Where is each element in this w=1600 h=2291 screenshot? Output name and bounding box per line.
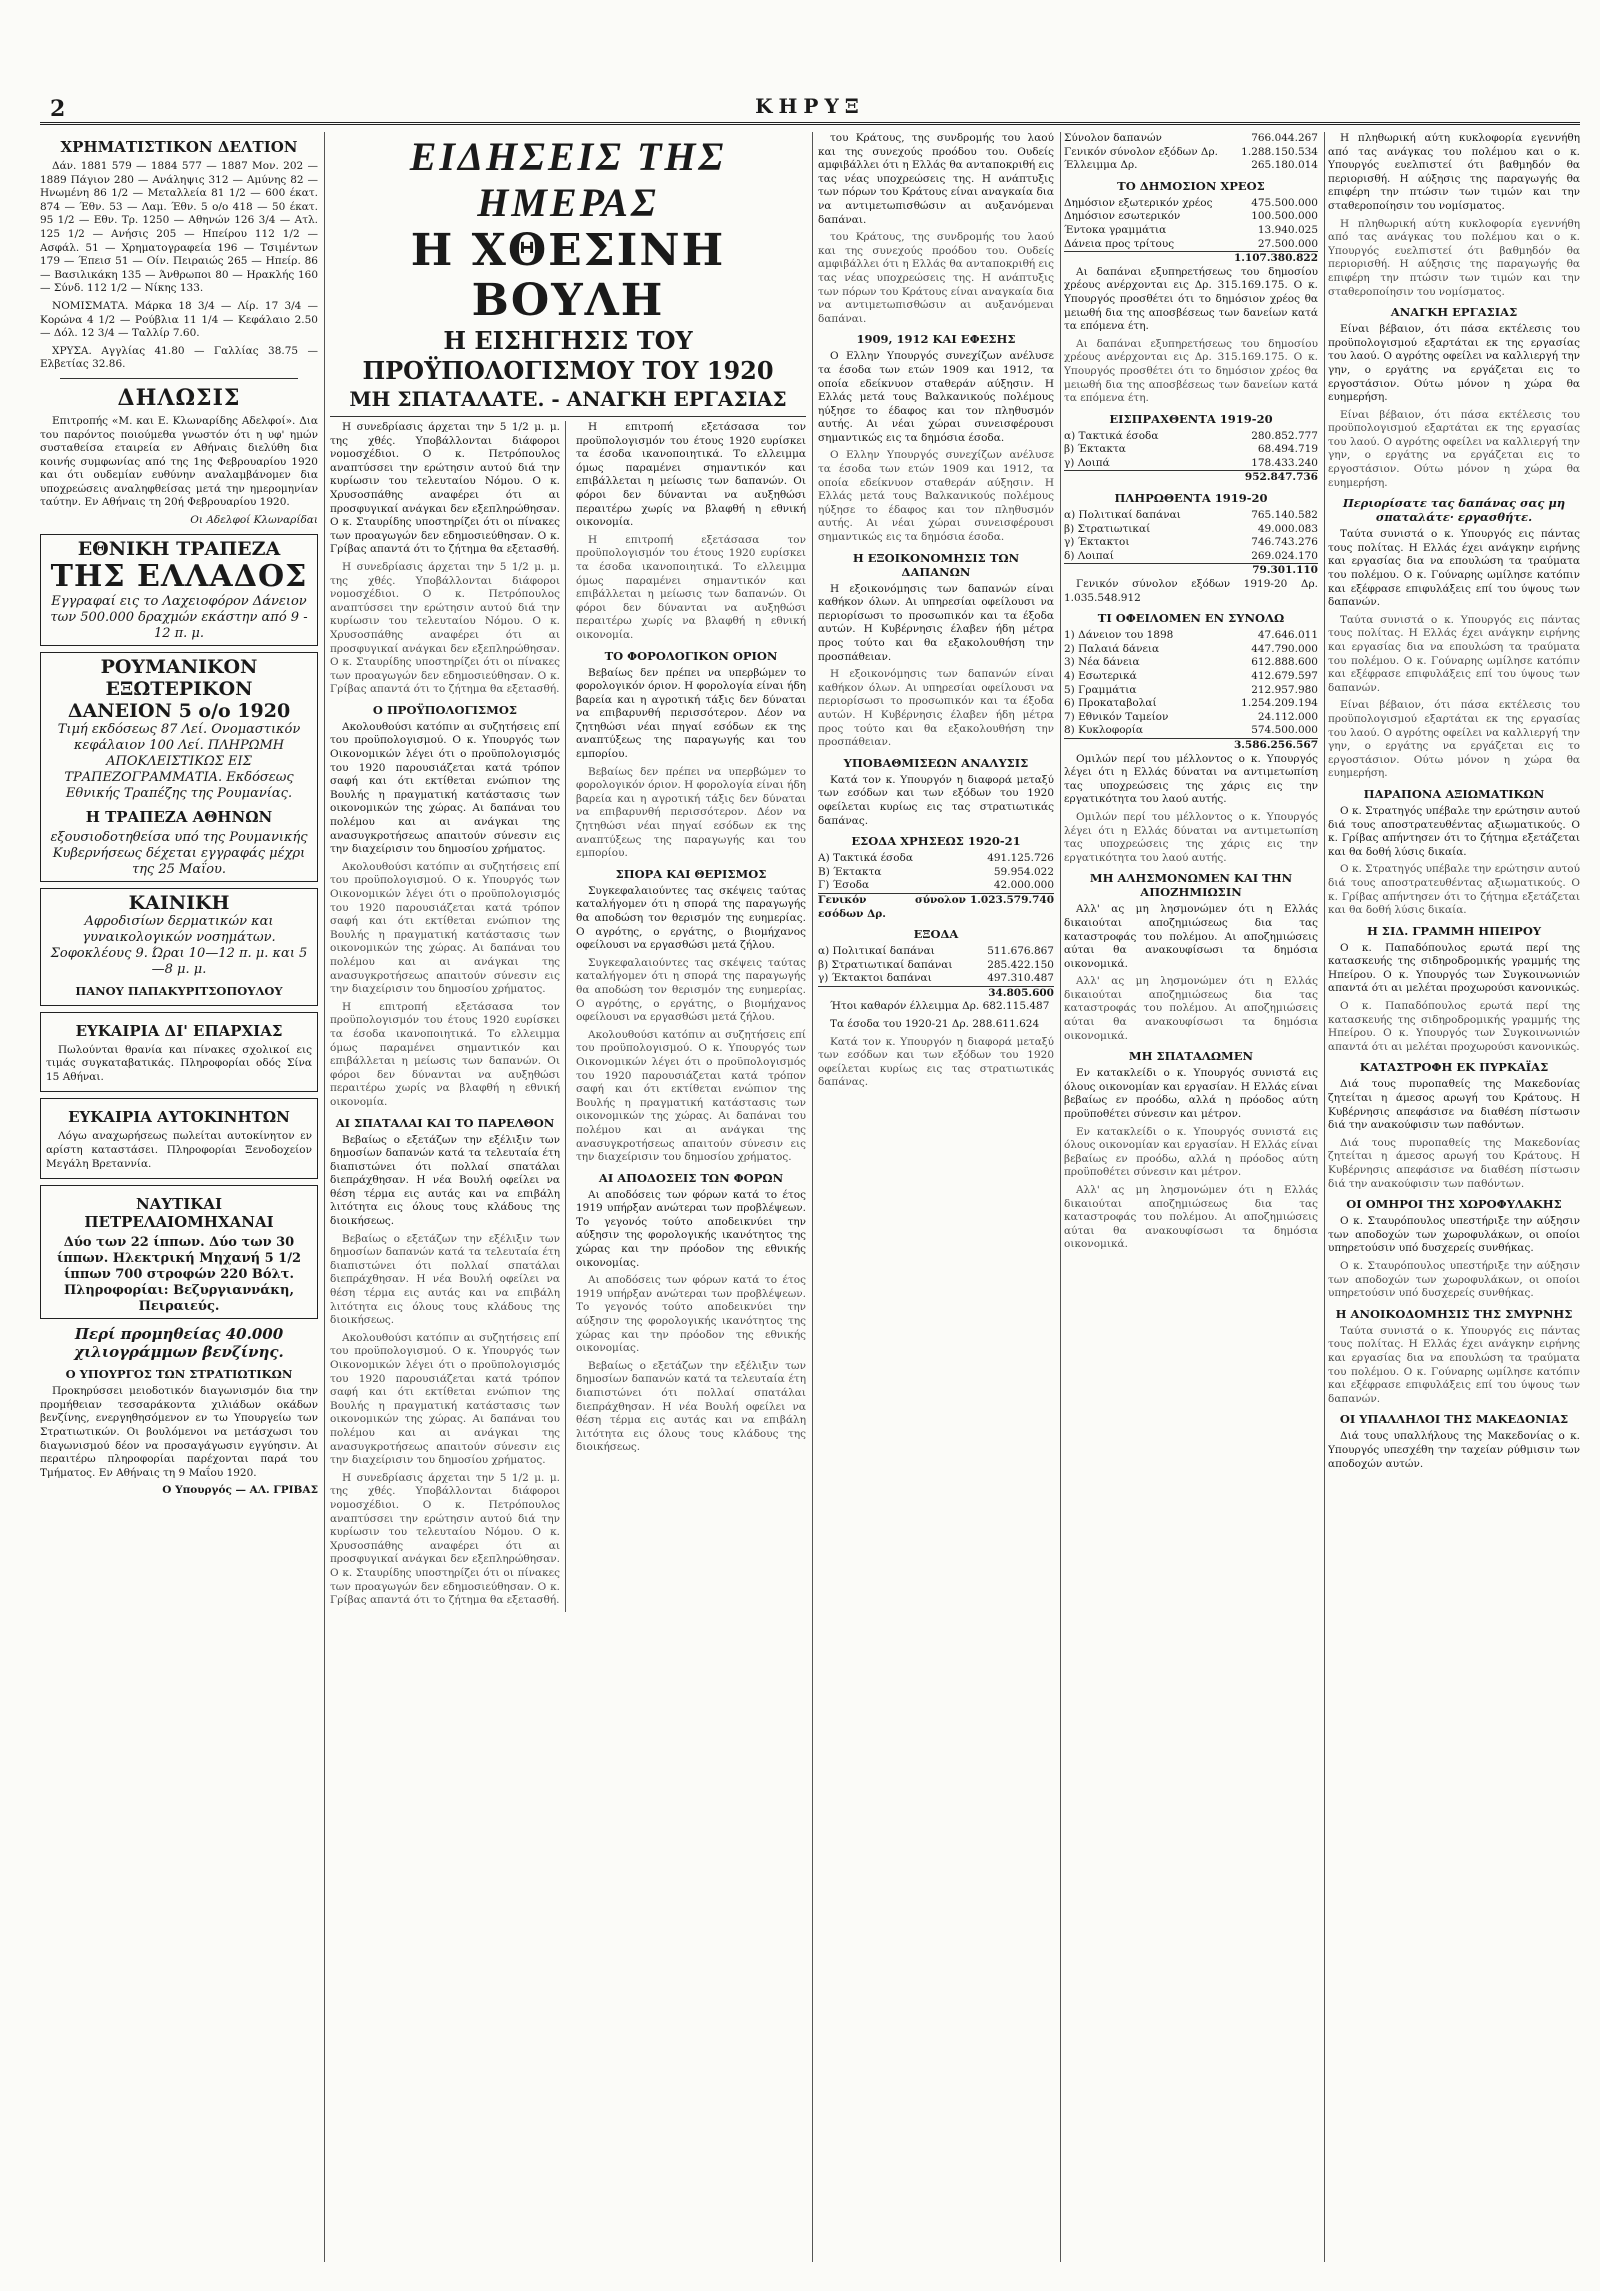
column-4 [1064, 132, 1325, 2262]
article-paragraph: Είναι βέβαιον, ότι πάσα εκτέλεσις του προϋπολογισμού εξαρτάται εκ της εργασίας του λαού. Ο αγρότης οφείλει να καλλιεργή την γην, ο εργάτης να εργάζεται εις το εργοστάσιον. Ούτω μόνον η χώρα θα ευημερήση. [1328, 408, 1580, 489]
bank-athens-title: Η ΤΡΑΠΕΖΑ ΑΘΗΝΩΝ [85, 807, 273, 826]
lead-paragraph: Αι αποδόσεις των φόρων κατά το έτος 1919 υπήρξαν ανώτεραι των προβλέψεων. Το γεγονός τούτο αποδεικνύει την αύξησιν της φορολογικής ικανότητος της χώρας και την πρόοδον της εθνικής οικονομίας. [576, 1188, 806, 1269]
paid-total-table [1064, 563, 1318, 578]
table-cell-value: 265.180.014 [1251, 159, 1318, 172]
paper-name: ΚΗΡΥΞ [755, 94, 865, 118]
table-cell-label: γ) Έκτακτοι [1064, 536, 1130, 549]
ministry-text: Προκηρύσσει μειοδοτικόν διαγωνισμόν δια την προμήθειαν τεσσαράκοντα χιλιάδων οκάδων βενζίνης, ενεργηθησόμενον εν τω Υπουργείω των Στρατιωτικών. Οι βουλόμενοι να μετάσχωσι του διαγωνισμού δέον να προσαγάγωσιν εγγύησιν. Αι περαιτέρω πληροφορίαι παρέχονται παρά του Τμήματος. Εν Αθήναις τη 9 Μαΐου 1920. [40, 1385, 318, 1479]
article-paragraph: Ο κ. Παπαδόπουλος ερωτά περί της κατασκευής της σιδηροδρομικής γραμμής της Ηπείρου. Ο κ. Υπουργός των Συγκοινωνιών απαντά ότι αι μελέται προχωρούσι κανονικώς. [1328, 941, 1580, 995]
article-paragraph: Ο κ. Παπαδόπουλος ερωτά περί της κατασκευής της σιδηροδρομικής γραμμής της Ηπείρου. Ο κ. Υπουργός των Συγκοινωνιών απαντά ότι αι μελέται προχωρούσι κανονικώς. [1328, 1000, 1580, 1053]
clinic-ad [40, 888, 318, 1006]
section-heading-waste: ΑΙ ΣΠΑΤΑΛΑΙ ΚΑΙ ΤΟ ΠΑΡΕΛΘΟΝ [335, 1115, 555, 1130]
debt-total-value: 1.107.380.822 [1064, 252, 1318, 266]
table-row [818, 986, 1054, 1000]
table-row [1064, 738, 1318, 752]
lead-paragraph: Η επιτροπή εξετάσασα τον προϋπολογισμόν του έτους 1920 ευρίσκει τα έσοδα ικανοποιητικά. Το ελλειμμα όμως παραμένει σημαντικόν και επιβάλλεται η μείωσις των δαπανών. Οι φόροι δεν δύνανται να αυξηθώσι περαιτέρω χωρίς να βλαφθή η εθνική οικονομία. [330, 1000, 560, 1108]
section-heading-debt: ΤΟ ΔΗΜΟΣΙΟΝ ΧΡΕΟΣ [1117, 178, 1265, 193]
table-row [1064, 697, 1318, 711]
table-cell-label: Δάνεια προς τρίτους [1064, 237, 1175, 250]
table-cell-label: 8) Κυκλοφορία [1064, 724, 1143, 737]
table-cell-label: 4) Εσωτερικά [1064, 670, 1137, 682]
table-cell-value: 27.500.000 [1257, 237, 1318, 250]
lead-paragraph: Η συνεδρίασις άρχεται την 5 1/2 μ. μ. της χθές. Υποβάλλονται διάφοροι νομοσχέδιοι. Ο κ. Πετρόπουλος αναπτύσσει την ερώτησιν αυτού διά την κυρίωσιν του τελευταίου Νόμου. Ο κ. Χρυσοσπάθης αναφέρει ότι αι προσφυγικαί ανάγκαι δεν εξεπληρώθησαν. Ο κ. Σταυρίδης υποστηρίζει ότι οι πίνακες των προαγωγών δεν εδημοσιεύθησαν. Ο κ. Γρίβας απαντά ότι το ζήτημα θα εξετασθή. [330, 421, 560, 556]
table-row [818, 866, 1054, 880]
table-row [1064, 711, 1318, 725]
table-cell-label: α) Πολιτικαί δαπάναι [818, 945, 935, 958]
collected-total-table [1064, 470, 1318, 485]
table-cell-label: Έλλειμμα Δρ. [1064, 159, 1138, 172]
table-row [1064, 457, 1318, 471]
bank-ad-line2: ΤΗΣ ΕΛΛΑΔΟΣ [50, 558, 308, 594]
expense-total-value: 34.805.600 [818, 986, 1054, 1000]
table-cell-label: 2) Παλαιά δάνεια [1064, 642, 1160, 655]
clinic-ad-text: Αφροδισίων δερματικών και γυναικολογικών νοσημάτων. Σοφοκλέους 9. Ώραι 10—12 π. μ. και 5—8 μ. μ. [50, 913, 308, 977]
bank-ad-line1: ΕΘΝΙΚΗ ΤΡΑΠΕΖΑ [77, 537, 281, 560]
classified-ad-3-title: ΝΑΥΤΙΚΑΙ ΠΕΤΡΕΛΑΙΟΜΗΧΑΝΑΙ [84, 1195, 274, 1232]
section-heading-tax: ΤΟ ΦΟΡΟΛΟΓΙΚΟΝ ΟΡΙΟΝ [604, 648, 778, 663]
table-cell-label: Έντοκα γραμμάτια [1064, 223, 1167, 236]
table-row [818, 852, 1054, 866]
table-cell-value: 447.790.000 [1251, 642, 1318, 655]
table-row [1064, 724, 1318, 738]
article-paragraph: Ταύτα συνιστά ο κ. Υπουργός εις πάντας τους πολίτας. Η Ελλάς έχει ανάγκην ειρήνης και εργασίας δια να επουλώση τα τραύματα του πολέμου. Ο κ. Γούναρης ωμίλησε κατόπιν και εξέφρασε επιφυλάξεις επί του ύψους των δαπανών. [1328, 613, 1580, 694]
lead-paragraph: Ακολουθούσι κατόπιν αι συζητήσεις επί του προϋπολογισμού. Ο κ. Υπουργός των Οικονομικών λέγει ότι ο προϋπολογισμός του 1920 παρουσιάζεται κατά τρόπον σαφή και ότι εκτίθεται ενώπιον της Βουλής η πραγματική κατάστασις των οικονομικών της χώρας. Αι δαπάναι του πολέμου και αι ανάγκαι της ανασυγκροτήσεως απαιτούν σύνεσιν εις την διαχείρισιν του δημοσίου χρήματος. [576, 1028, 806, 1164]
article-paragraph: του Κράτους, της συνδρομής του λαού και της συνεχούς προόδου του. Ουδείς αμφιβάλλει ότι η Ελλάς θα ανταποκριθή εις τας νέας υποχρεώσεις της. Η ανάπτυξις των πόρων του Κράτους είναι αναγκαία δια να αντιμετωπισθώσιν αι αυξανόμεναι δαπάναι. [818, 132, 1054, 226]
page-number: 2 [50, 96, 66, 122]
section-heading-expense: ΕΞΟΔΑ [913, 927, 959, 942]
lead-paragraph: Συγκεφαλαιούντες τας σκέψεις ταύτας καταλήγομεν ότι η σπορά της παραγωγής θα αποδώση τον θερισμόν της ευημερίας. Ο αγρότης, ο εργάτης, ο βιομήχανος οφείλουσι να εργασθώσι μετά ζήλου. [576, 956, 806, 1024]
gold-line: ΧΡΥΣΑ. Αγγλίας 41.80 — Γαλλίας 38.75 — Ελβετίας 32.86. [40, 344, 318, 371]
table-cell-label: β) Στρατιωτικαί δαπάναι [818, 958, 953, 971]
lead-paragraph: Η συνεδρίασις άρχεται την 5 1/2 μ. μ. της χθές. Υποβάλλονται διάφοροι νομοσχέδιοι. Ο κ. Πετρόπουλος αναπτύσσει την ερώτησιν αυτού διά την κυρίωσιν του τελευταίου Νόμου. Ο κ. Χρυσοσπάθης αναφέρει ότι αι προσφυγικαί ανάγκαι δεν εξεπληρώθησαν. Ο κ. Σταυρίδης υποστηρίζει ότι οι πίνακες των προαγωγών δεν εδημοσιεύθησαν. Ο κ. Γρίβας απαντά ότι το ζήτημα θα εξετασθή. [330, 560, 560, 696]
section-heading-gendarmerie: ΟΙ ΟΜΗΡΟΙ ΤΗΣ ΧΩΡΟΦΥΛΑΚΗΣ [1346, 1197, 1562, 1212]
article-paragraph: Εν κατακλείδι ο κ. Υπουργός συνιστά εις όλους οικονομίαν και εργασίαν. Η Ελλάς είναι βεβαίως εν προόδω, αλλά η πρόοδος αύτη προϋποθέτει σύνεσιν και μέτρον. [1064, 1067, 1318, 1121]
clinic-ad-doctor: ΠΑΝΟΥ ΠΑΠΑΚΥΡΙΤΣΟΠΟΥΛΟΥ [75, 983, 283, 998]
section-heading-collected: ΕΙΣΠΡΑΧΘΕΝΤΑ 1919-20 [1109, 411, 1273, 426]
article-paragraph: Κατά τον κ. Υπουργόν η διαφορά μεταξύ των εσόδων και των εξόδων του 1920 οφείλεται κυρίως εις τας στρατιωτικάς δαπάνας. [818, 1035, 1054, 1089]
section-heading-fire: ΚΑΤΑΣΤΡΟΦΗ ΕΚ ΠΥΡΚΑΪΑΣ [1359, 1060, 1549, 1075]
classified-ad-2-title: ΕΥΚΑΙΡΙΑ ΑΥΤΟΚΙΝΗΤΩΝ [68, 1108, 290, 1127]
article-paragraph: Ταύτα συνιστά ο κ. Υπουργός εις πάντας τους πολίτας. Η Ελλάς έχει ανάγκην ειρήνης και εργασίας δια να επουλώση τα τραύματα του πολέμου. Ο κ. Γούναρης ωμίλησε κατόπιν και εξέφρασε επιφυλάξεις επί του ύψους των δαπανών. [1328, 1324, 1580, 1405]
bank-athens-text: εξουσιοδοτηθείσα υπό της Ρουμανικής Κυβερνήσεως δέχεται εγγραφάς μέχρι της 25 Μαΐου. [50, 829, 308, 877]
lead-body-left [330, 421, 566, 1612]
table-cell-label: δ) Λοιπαί [1064, 549, 1114, 562]
table-row [1064, 197, 1318, 211]
column-5 [1328, 132, 1580, 2262]
collected-table [1064, 430, 1318, 471]
article-paragraph: Αλλ' ας μη λησμονώμεν ότι η Ελλάς δικαιούται αποζημιώσεως δια τας καταστροφάς του πολέμου. Αι αποζημιώσεις αύται θα ανακουφίσωσι τα δημόσια οικονομικά. [1064, 1184, 1318, 1251]
section-heading-work: ΑΝΑΓΚΗ ΕΡΓΑΣΙΑΣ [1390, 305, 1518, 320]
article-paragraph: Ταύτα συνιστά ο κ. Υπουργός εις πάντας τους πολίτας. Η Ελλάς έχει ανάγκην ειρήνης και εργασίας δια να επουλώση τα τραύματα του πολέμου. Ο κ. Γούναρης ωμίλησε κατόπιν και εξέφρασε επιφυλάξεις επί του ύψους των δαπανών. [1328, 528, 1580, 609]
section-heading-remember: ΜΗ ΑΛΗΣΜΟΝΩΜΕΝ ΚΑΙ ΤΗΝ ΑΠΟΖΗΜΙΩΣΙΝ [1089, 871, 1293, 900]
market-text: Δάν. 1881 579 — 1884 577 — 1887 Μον. 202 — 1889 Πάγιον 280 — Ανάληψις 312 — Αμύνης 82 — Ηνωμένη 86 1/2 — Μεταλλεία 81 1/2 — 600 έκατ. 874 — Έθν. 53 — Λαμ. Έθν. 5 ο/ο 418 — 50 έκατ. 95 1/2 — Εθν. Τρ. 1250 — Αθηνών 126 3/4 — Ατλ. 125 1/2 — Ανήσις 205 — Ηπείρου 112 1/2 — Ασφάλ. 51 — Χρηματογραφεία 196 — Τσιμέντων 179 — Έπεισ 51 — Οίν. Πειραιώς 265 — Ηπείρ. 86 — Βασιλικάκη 135 — Άνθρωποι 80 — Ηρακλής 160 — Σύνδ. 112 1/2 — Νίκης 133. [40, 160, 318, 295]
classified-ad-4-text: Περί προμηθείας 40.000 χιλιογράμμων βενζίνης. [74, 1325, 284, 1362]
table-cell-value: 511.676.867 [987, 945, 1054, 958]
table-cell-label: γ) Λοιπά [1064, 456, 1110, 469]
debt-total-table [1064, 251, 1318, 266]
classified-ad-1-text: Πωλούνται θρανία και πίνακες σχολικοί εις τιμάς συγκαταβατικάς. Πληροφορίαι οδός Σίνα 15 Αθήναι. [46, 1043, 312, 1083]
section-heading-macedonia: ΟΙ ΥΠΑΛΛΗΛΟΙ ΤΗΣ ΜΑΚΕΔΟΝΙΑΣ [1339, 1412, 1569, 1427]
owed-total-table [1064, 738, 1318, 753]
column-3 [818, 132, 1061, 2262]
lead-paragraph: Ακολουθούσι κατόπιν αι συζητήσεις επί του προϋπολογισμού. Ο κ. Υπουργός των Οικονομικών λέγει ότι ο προϋπολογισμός του 1920 παρουσιάζεται κατά τρόπον σαφή και ότι εκτίθεται ενώπιον της Βουλής η πραγματική κατάστασις των οικονομικών της χώρας. Αι δαπάναι του πολέμου και αι ανάγκαι της ανασυγκροτήσεως απαιτούν σύνεσιν εις την διαχείρισιν του δημοσίου χρήματος. [330, 720, 560, 856]
article-paragraph: Διά τους πυροπαθείς της Μακεδονίας ζητείται η άμεσος αρωγή του Κράτους. Η Κυβέρνησις απεφάσισε να διαθέση πίστωσιν διά την ανακούφισιν των παθόντων. [1328, 1078, 1580, 1132]
table-cell-label: Δημόσιον εξωτερικόν χρέος [1064, 196, 1213, 209]
table-row [818, 972, 1054, 986]
table-cell-label: β) Έκτακτα [1064, 443, 1126, 456]
article-paragraph: Ήτοι καθαρόν έλλειμμα Δρ. 682.115.487 [830, 1000, 1050, 1013]
table-cell-label: β) Στρατιωτικαί [1064, 522, 1151, 535]
section-heading-railway: Η ΣΙΔ. ΓΡΑΜΜΗ ΗΠΕΙΡΟΥ [1366, 923, 1542, 938]
paid-table [1064, 509, 1318, 563]
table-row [1064, 471, 1318, 485]
table-cell-value: 212.957.980 [1251, 683, 1318, 696]
column-1 [40, 132, 325, 2262]
table-cell-value: 178.433.240 [1251, 456, 1318, 469]
table-cell-label: 7) Εθνικόν Ταμείον [1064, 710, 1169, 723]
classified-ad-1 [40, 1012, 318, 1093]
section-heading-officers: ΠΑΡΑΠΟΝΑ ΑΞΙΩΜΑΤΙΚΩΝ [1363, 786, 1545, 801]
lead-paragraph: Βεβαίως ο εξετάζων την εξέλιξιν των δημοσίων δαπανών κατά τα τελευταία έτη διαπιστώνει ότι πολλαί σπατάλαι διεπράχθησαν. Η νέα Βουλή οφείλει να θέση τέρμα εις αυτάς και να επιβάλη λιτότητα εις όλους τους κλάδους της διοικήσεως. [330, 1133, 560, 1228]
article-paragraph: Ο κ. Στρατηγός υπέβαλε την ερώτησιν αυτού διά τους αποστρατευθέντας αξιωματικούς. Ο κ. Γρίβας απήντησεν ότι το ζήτημα εξετάζεται και θα δοθή λύσις δικαία. [1328, 863, 1580, 917]
table-row [818, 959, 1054, 973]
article-paragraph: Αλλ' ας μη λησμονώμεν ότι η Ελλάς δικαιούται αποζημιώσεως δια τας καταστροφάς του πολέμου. Αι αποζημιώσεις αύται θα ανακουφίσωσι τα δημόσια οικονομικά. [1064, 975, 1318, 1042]
article-paragraph: Είναι βέβαιον, ότι πάσα εκτέλεσις του προϋπολογισμού εξαρτάται εκ της εργασίας του λαού. Ο αγρότης οφείλει να καλλιεργή την γην, ο εργάτης να εργάζεται εις το εργοστάσιον. Ούτω μόνον η χώρα θα ευημερήση. [1328, 699, 1580, 780]
masthead [40, 96, 1580, 125]
lead-paragraph: Η συνεδρίασις άρχεται την 5 1/2 μ. μ. της χθές. Υποβάλλονται διάφοροι νομοσχέδιοι. Ο κ. Πετρόπουλος αναπτύσσει την ερώτησιν αυτού διά την κυρίωσιν του τελευταίου Νόμου. Ο κ. Χρυσοσπάθης αναφέρει ότι αι προσφυγικαί ανάγκαι δεν εξεπληρώθησαν. Ο κ. Σταυρίδης υποστηρίζει ότι οι πίνακες των προαγωγών δεν εδημοσιεύθησαν. Ο κ. Γρίβας απαντά ότι το ζήτημα θα εξετασθή. [330, 1471, 560, 1607]
section-heading-harvest: ΣΠΟΡΑ ΚΑΙ ΘΕΡΙΣΜΟΣ [615, 866, 767, 881]
table-cell-value: 269.024.170 [1251, 549, 1318, 562]
lead-paragraph: Ακολουθούσι κατόπιν αι συζητήσεις επί του προϋπολογισμού. Ο κ. Υπουργός των Οικονομικών λέγει ότι ο προϋπολογισμός του 1920 παρουσιάζεται κατά τρόπον σαφή και ότι εκτίθεται ενώπιον της Βουλής η πραγματική κατάστασις των οικονομικών της χώρας. Αι δαπάναι του πολέμου και αι ανάγκαι της ανασυγκροτήσεως απαιτούν σύνεσιν εις την διαχείρισιν του δημοσίου χρήματος. [330, 1331, 560, 1467]
section-heading-no-waste: ΜΗ ΣΠΑΤΑΛΩΜΕΝ [1128, 1049, 1254, 1064]
table-cell-value: 612.888.600 [1251, 656, 1318, 669]
table-cell-value: 47.646.011 [1257, 629, 1318, 642]
table-cell-value: 1.288.150.534 [1241, 145, 1318, 158]
lead-paragraph: Βεβαίως δεν πρέπει να υπερβώμεν το φορολογικόν όριον. Η φορολογία είναι ήδη βαρεία και η αγροτική τάξις δεν δύναται να επιβαρυνθή περισσότερον. Δέον να ζητηθώσι νέαι πηγαί εσόδων εκ της αναπτύξεως της παραγωγής και του εμπορίου. [576, 666, 806, 761]
table-cell-label: α) Πολιτικαί δαπάναι [1064, 509, 1181, 522]
section-heading-limit: Περιορίσατε τας δαπάνας σας μη σπαταλάτε· εργασθήτε. [1342, 496, 1566, 525]
table-row [1064, 523, 1318, 537]
table-row [1064, 536, 1318, 550]
section-heading-taxes: ΑΙ ΑΠΟΔΟΣΕΙΣ ΤΩΝ ΦΟΡΩΝ [598, 1170, 784, 1185]
collected-total-value: 952.847.736 [1064, 471, 1318, 485]
section-heading-income: ΕΣΟΔΑ ΧΡΗΣΕΩΣ 1920-21 [851, 834, 1021, 849]
lead-paragraph: Αι αποδόσεις των φόρων κατά το έτος 1919 υπήρξαν ανώτεραι των προβλέψεων. Το γεγονός τούτο αποδεικνύει την αύξησιν της φορολογικής ικανότητος της χώρας και την πρόοδον της εθνικής οικονομίας. [576, 1274, 806, 1355]
table-cell-value: 13.940.025 [1257, 223, 1318, 236]
table-cell-value: 285.422.150 [987, 958, 1054, 971]
owed-total-value: 3.586.256.567 [1064, 738, 1318, 752]
table-row [818, 893, 1054, 921]
article-paragraph: Διά τους πυροπαθείς της Μακεδονίας ζητείται η άμεσος αρωγή του Κράτους. Η Κυβέρνησις απεφάσισε να διαθέση πίστωσιν διά την ανακούφισιν των παθόντων. [1328, 1136, 1580, 1190]
table-cell-label: Δημόσιον εσωτερικόν [1064, 210, 1181, 223]
table-cell-value: 497.310.487 [987, 972, 1054, 985]
article-paragraph: Η πληθωρική αύτη κυκλοφορία εγεννήθη από τας ανάγκας του πολέμου και ο κ. Υπουργός ευελπιστεί ότι βαθμηδόν θα περιορισθή. Η αύξησις της παραγωγής θα επιφέρη την πτώσιν των τιμών και την σταθεροποίησιν του νομίσματος. [1328, 217, 1580, 298]
article-paragraph: Η πληθωρική αύτη κυκλοφορία εγεννήθη από τας ανάγκας του πολέμου και ο κ. Υπουργός ευελπιστεί ότι βαθμηδόν θα περιορισθή. Η αύξησις της παραγωγής θα επιφέρη την πτώσιν των τιμών και την σταθεροποίησιν του νομίσματος. [1328, 132, 1580, 212]
article-paragraph: Ομιλών περί του μέλλοντος ο κ. Υπουργός λέγει ότι η Ελλάς δύναται να αντιμετωπίση τας υποχρεώσεις της χάρις εις την εργατικότητα του λαού αυτής. [1064, 752, 1318, 806]
table-cell-value: 42.000.000 [993, 879, 1054, 892]
table-cell-label: Σύνολον δαπανών [1064, 132, 1162, 144]
expense-table [818, 945, 1054, 986]
section-heading-savings: Η ΕΞΟΙΚΟΝΟΜΗΣΙΣ ΤΩΝ ΔΑΠΑΝΩΝ [852, 550, 1020, 579]
table-cell-value: 280.852.777 [1251, 429, 1318, 442]
table-row [1064, 550, 1318, 564]
expense-total-table [818, 986, 1054, 1001]
classified-ad-3-text: Δύο των 22 ίππων. Δύο των 30 ίππων. Ηλεκτρική Μηχανή 5 1/2 ίππων 700 στροφών 220 Βόλτ. Πληροφορίαι: Βεζυργιαννάκη, Πειραιεύς. [56, 1235, 302, 1315]
table-row [818, 945, 1054, 959]
lead-paragraph: Συγκεφαλαιούντες τας σκέψεις ταύτας καταλήγομεν ότι η σπορά της παραγωγής θα αποδώση τον θερισμόν της ευημερίας. Ο αγρότης, ο εργάτης, ο βιομήχανος οφείλουσι να εργασθώσι μετά ζήλου. [576, 884, 806, 952]
income-total-table [818, 893, 1054, 921]
table-cell-label: α) Τακτικά έσοδα [1064, 429, 1159, 442]
table-row [1064, 132, 1318, 146]
loan-ad-line1: ΡΟΥΜΑΝΙΚΟΝ ΕΞΩΤΕΡΙΚΟΝ [100, 655, 258, 700]
article-paragraph: Τα έσοδα του 1920-21 Δρ. 288.611.624 [830, 1018, 1040, 1031]
table-cell-value: 574.500.000 [1251, 724, 1318, 737]
article-paragraph: Εν κατακλείδι ο κ. Υπουργός συνιστά εις όλους οικονομίαν και εργασίαν. Η Ελλάς είναι βεβαίως εν προόδω, αλλά η πρόοδος αύτη προϋποθέτει σύνεσιν και μέτρον. [1064, 1125, 1318, 1179]
table-cell-value: 475.500.000 [1251, 196, 1318, 209]
table-cell-value: 100.500.000 [1251, 210, 1318, 223]
table-row [1064, 656, 1318, 670]
section-heading-analysis: ΥΠΟΒΑΘΜΙΣΕΩΝ ΑΝΑΛΥΣΙΣ [843, 755, 1029, 770]
table-row [1064, 159, 1318, 173]
table-cell-label: Γ) Έσοδα [818, 879, 870, 892]
article-paragraph: Αι δαπάναι εξυπηρετήσεως του δημοσίου χρέους ανέρχονται εις Δρ. 315.169.175. Ο κ. Υπουργός προσθέτει ότι το δημόσιον χρέος θα μειωθή δια της αποσβέσεως των δανείων κατά τα επόμενα έτη. [1064, 265, 1318, 333]
table-row [1064, 224, 1318, 238]
notices-title: ΔΗΛΩΣΙΣ [117, 384, 241, 411]
table-row [1064, 684, 1318, 698]
income-total-label: Γενικόν σύνολον εσόδων Δρ. [818, 893, 966, 920]
lead-deck: ΜΗ ΣΠΑΤΑΛΑΤΕ. - ΑΝΑΓΚΗ ΕΡΓΑΣΙΑΣ [330, 386, 806, 417]
classified-ad-1-title: ΕΥΚΑΙΡΙΑ ΔΙ' ΕΠΑΡΧΙΑΣ [75, 1021, 283, 1040]
summary-table [1064, 132, 1318, 173]
section-heading-rebuild: Η ΑΝΟΙΚΟΔΟΜΗΣΙΣ ΤΗΣ ΣΜΥΡΝΗΣ [1335, 1306, 1573, 1321]
table-cell-value: 1.254.209.194 [1241, 697, 1318, 710]
loan-ad-romania [40, 652, 318, 882]
article-paragraph: Ομιλών περί του μέλλοντος ο κ. Υπουργός λέγει ότι η Ελλάς δύναται να αντιμετωπίση τας υποχρεώσεις της χάρις εις την εργατικότητα του λαού αυτής. [1064, 810, 1318, 864]
table-row [1064, 670, 1318, 684]
article-paragraph: Είναι βέβαιον, ότι πάσα εκτέλεσις του προϋπολογισμού εξαρτάται εκ της εργασίας του λαού. Ο αγρότης οφείλει να καλλιεργή την γην, ο εργάτης να εργάζεται εις το εργοστάσιον. Ούτω μόνον η χώρα θα ευημερήση. [1328, 323, 1580, 404]
article-paragraph: Ο κ. Στρατηγός υπέβαλε την ερώτησιν αυτού διά τους αποστρατευθέντας αξιωματικούς. Ο κ. Γρίβας απήντησεν ότι το ζήτημα εξετάζεται και θα δοθή λύσις δικαία. [1328, 804, 1580, 858]
column-2-lead-story [330, 132, 813, 2262]
table-cell-value: 746.743.276 [1251, 536, 1318, 549]
table-row [818, 879, 1054, 893]
table-row [1064, 509, 1318, 523]
market-title: ΧΡΗΜΑΤΙΣΤΙΚΟΝ ΔΕΛΤΙΟΝ [60, 138, 298, 156]
table-cell-value: 765.140.582 [1251, 509, 1318, 522]
article-paragraph: Κατά τον κ. Υπουργόν η διαφορά μεταξύ των εσόδων και των εξόδων του 1920 οφείλεται κυρίως εις τας στρατιωτικάς δαπάνας. [818, 773, 1054, 827]
bank-ad-text: Εγγραφαί εις το Λαχειοφόρον Δάνειον των 500.000 δραχμών εκάστην από 9 - 12 π. μ. [50, 593, 308, 641]
lead-headline: Η ΧΘΕΣΙΝΗ ΒΟΥΛΗ [410, 225, 726, 326]
money-line: ΝΟΜΙΣΜΑΤΑ. Μάρκα 18 3/4 — Λίρ. 17 3/4 — Κορώνα 4 1/2 — Ρούβλια 11 1/4 — Κεφάλαιο 2.50 — Δόλ. 12 3/4 — Ταλλίρ 7.60. [40, 299, 318, 340]
table-cell-value: 412.679.597 [1251, 670, 1318, 682]
lead-paragraph: Η επιτροπή εξετάσασα τον προϋπολογισμόν του έτους 1920 ευρίσκει τα έσοδα ικανοποιητικά. Το ελλειμμα όμως παραμένει σημαντικόν και επιβάλλεται η μείωσις των δαπανών. Οι φόροι δεν δύνανται να αυξηθώσι περαιτέρω χωρίς να βλαφθή η εθνική οικονομία. [576, 533, 806, 641]
table-cell-value: 49.000.083 [1257, 522, 1318, 535]
section-heading-owed: ΤΙ ΟΦΕΙΛΟΜΕΝ ΕΝ ΣΥΝΟΛΩ [1097, 611, 1285, 626]
article-paragraph: Η εξοικονόμησις των δαπανών είναι καθήκον όλων. Αι υπηρεσίαι οφείλουσι να περιορίσωσι το προσωπικόν και τα έξοδα αυτών. Η Κυβέρνησις έλαβεν ήδη μέτρα προς τούτο και θα εξακολουθήση την προσπάθειαν. [818, 582, 1054, 663]
table-cell-label: Γενικόν σύνολον εξόδων Δρ. [1064, 145, 1219, 158]
lead-body [330, 421, 806, 1612]
table-cell-label: 3) Νέα δάνεια [1064, 656, 1140, 669]
table-row [1064, 443, 1318, 457]
classified-ad-2-text: Λόγω αναχωρήσεως πωλείται αυτοκίνητον εν αρίστη καταστάσει. Πληροφορίαι Ξενοδοχείον Μεγάλη Βρεταννία. [46, 1130, 312, 1170]
article-paragraph: Αλλ' ας μη λησμονώμεν ότι η Ελλάς δικαιούται αποζημιώσεως δια τας καταστροφάς του πολέμου. Αι αποζημιώσεις αύται θα ανακουφίσωσι τα δημόσια οικονομικά. [1064, 903, 1318, 970]
table-row [1064, 629, 1318, 643]
section-heading-paid: ΠΛΗΡΩΘΕΝΤΑ 1919-20 [1114, 491, 1268, 506]
article-paragraph: Ο κ. Σταυρόπουλος υπεστήριξε την αύξησιν των αποδοχών των χωροφυλάκων, οι οποίοι υπηρετούσιν υπό δυσχερείς συνθήκας. [1328, 1215, 1580, 1255]
table-row [1064, 430, 1318, 444]
table-cell-label: 5) Γραμμάτια [1064, 683, 1137, 696]
table-cell-label: Β) Έκτακτα [818, 865, 882, 878]
table-row [1064, 210, 1318, 224]
article-paragraph: Γενικόν σύνολον εξόδων 1919-20 Δρ. 1.035.548.912 [1064, 578, 1318, 604]
debt-table [1064, 197, 1318, 251]
table-row [1064, 564, 1318, 578]
table-cell-value: 491.125.726 [987, 852, 1054, 865]
loan-ad-line2: ΔΑΝΕΙΟΝ 5 ο/ο 1920 [67, 699, 291, 722]
article-paragraph: Διά τους υπαλλήλους της Μακεδονίας ο κ. Υπουργός υπεσχέθη την ταχείαν ρύθμισιν των αποδοχών αυτών. [1328, 1430, 1580, 1470]
table-cell-value: 766.044.267 [1251, 132, 1318, 144]
owed-table [1064, 629, 1318, 738]
table-cell-value: 24.112.000 [1257, 710, 1318, 723]
table-cell-label: 1) Δάνειον του 1898 [1064, 629, 1174, 642]
income-table [818, 852, 1054, 893]
lead-paragraph: Βεβαίως ο εξετάζων την εξέλιξιν των δημοσίων δαπανών κατά τα τελευταία έτη διαπιστώνει ότι πολλαί σπατάλαι διεπράχθησαν. Η νέα Βουλή οφείλει να θέση τέρμα εις αυτάς και να επιβάλη λιτότητα εις όλους τους κλάδους της διοικήσεως. [330, 1232, 560, 1327]
lead-subheadline: Η ΕΙΣΗΓΗΣΙΣ ΤΟΥ ΠΡΟΫΠΟΛΟΓΙΣΜΟΥ ΤΟΥ 1920 [362, 326, 774, 385]
lead-paragraph: Βεβαίως δεν πρέπει να υπερβώμεν το φορολογικόν όριον. Η φορολογία είναι ήδη βαρεία και η αγροτική τάξις δεν δύναται να επιβαρυνθή περισσότερον. Δέον να ζητηθώσι νέαι πηγαί εσόδων εκ της αναπτύξεως της παραγωγής και του εμπορίου. [576, 765, 806, 860]
clinic-ad-title: ΚΑΙΝΙΚΗ [128, 891, 230, 914]
table-cell-value: 59.954.022 [993, 865, 1054, 878]
income-total-value: 1.023.579.740 [966, 893, 1054, 921]
paid-total-value: 79.301.110 [1064, 564, 1318, 578]
lead-paragraph: Ακολουθούσι κατόπιν αι συζητήσεις επί του προϋπολογισμού. Ο κ. Υπουργός των Οικονομικών λέγει ότι ο προϋπολογισμός του 1920 παρουσιάζεται κατά τρόπον σαφή και ότι εκτίθεται ενώπιον της Βουλής η πραγματική κατάστασις των οικονομικών της χώρας. Αι δαπάναι του πολέμου και αι ανάγκαι της ανασυγκροτήσεως απαιτούν σύνεσιν εις την διαχείρισιν του δημοσίου χρήματος. [330, 860, 560, 996]
ministry-signature: Ο Υπουργός — ΑΛ. ΓΡΙΒΑΣ [162, 1484, 318, 1497]
table-cell-value: 68.494.719 [1257, 443, 1318, 456]
table-row [1064, 238, 1318, 252]
article-paragraph: Ο κ. Σταυρόπουλος υπεστήριξε την αύξησιν των αποδοχών των χωροφυλάκων, οι οποίοι υπηρετούσιν υπό δυσχερείς συνθήκας. [1328, 1259, 1580, 1300]
table-row [1064, 643, 1318, 657]
news-banner: ΕΙΔΗΣΕΙΣ ΤΗΣ ΗΜΕΡΑΣ [409, 134, 727, 225]
section-heading-budget: Ο ΠΡΟΫΠΟΛΟΓΙΣΜΟΣ [372, 702, 518, 717]
article-paragraph: του Κράτους, της συνδρομής του λαού και της συνεχούς προόδου του. Ουδείς αμφιβάλλει ότι η Ελλάς θα ανταποκριθή εις τας νέας υποχρεώσεις της. Η ανάπτυξις των πόρων του Κράτους είναι αναγκαία δια να αντιμετωπισθώσιν αι αυξανόμεναι δαπάναι. [818, 231, 1054, 325]
article-paragraph: Ο Ελλην Υπουργός συνεχίζων ανέλυσε τα έσοδα των ετών 1909 και 1912, τα οποία εδείκνυον σταθεράν αύξησιν. Η Ελλάς μετά τους Βαλκανικούς πολέμους ηύξησε το έδαφος και τον πληθυσμόν αυτής. Αι νέαι χώραι συνεισφέρουσι σημαντικώς εις τα δημόσια έσοδα. [818, 350, 1054, 444]
separator [60, 378, 298, 379]
loan-ad-text: Τιμή εκδόσεως 87 Λεί. Ονομαστικόν κεφάλαιον 100 Λεί. ΠΛΗΡΩΜΗ ΑΠΟΚΛΕΙΣΤΙΚΩΣ ΕΙΣ ΤΡΑΠΕΖΟΓΡΑΜΜΑΤΙΑ. Εκδόσεως Εθνικής Τραπέζης της Ρουμανίας. [57, 721, 301, 801]
article-paragraph: Ο Ελλην Υπουργός συνεχίζων ανέλυσε τα έσοδα των ετών 1909 και 1912, τα οποία εδείκνυον σταθεράν αύξησιν. Η Ελλάς μετά τους Βαλκανικούς πολέμους ηύξησε το έδαφος και τον πληθυσμόν αυτής. Αι νέαι χώραι συνεισφέρουσι σημαντικώς εις τα δημόσια έσοδα. [818, 449, 1054, 544]
article-paragraph: Η εξοικονόμησις των δαπανών είναι καθήκον όλων. Αι υπηρεσίαι οφείλουσι να περιορίσωσι το προσωπικόν και τα έξοδα αυτών. Η Κυβέρνησις έλαβεν ήδη μέτρα προς τούτο και θα εξακολουθήση την προσπάθειαν. [818, 668, 1054, 749]
table-cell-label: Α) Τακτικά έσοδα [818, 852, 913, 865]
classified-ad-2 [40, 1098, 318, 1179]
lead-paragraph: Βεβαίως ο εξετάζων την εξέλιξιν των δημοσίων δαπανών κατά τα τελευταία έτη διαπιστώνει ότι πολλαί σπατάλαι διεπράχθησαν. Η νέα Βουλή οφείλει να θέση τέρμα εις αυτάς και να επιβάλη λιτότητα εις όλους τους κλάδους της διοικήσεως. [576, 1359, 806, 1454]
table-row [1064, 252, 1318, 266]
table-cell-label: 6) Προκαταβολαί [1064, 697, 1157, 710]
notices-text: Επιτροπής «Μ. και Ε. Κλωναρίδης Αδελφοί». Δια του παρόντος ποιούμεθα γνωστόν ότι η υφ' ημών συσταθείσα εταιρεία εν Αθήναις διελύθη δια κοινής συμφωνίας από της 1ης Φεβρουαρίου 1920 και ότι ουδεμίαν ευθύνην αναλαμβάνομεν δια υποχρεώσεις αναληφθείσας μετά την ημερομηνίαν ταύτην. Εν Αθήναις τη 20ή Φεβρουαρίου 1920. [40, 414, 318, 509]
classified-ad-3 [40, 1185, 318, 1319]
lead-paragraph: Η επιτροπή εξετάσασα τον προϋπολογισμόν του έτους 1920 ευρίσκει τα έσοδα ικανοποιητικά. Το ελλειμμα όμως παραμένει σημαντικόν και επιβάλλεται η μείωσις των δαπανών. Οι φόροι δεν δύνανται να αυξηθώσι περαιτέρω χωρίς να βλαφθή η εθνική οικονομία. [576, 421, 806, 529]
table-row [1064, 146, 1318, 160]
table-cell-label: γ) Έκτακτοι δαπάναι [818, 972, 932, 985]
notices-signature: Οι Αδελφοί Κλωναρίδαι [190, 514, 318, 527]
article-paragraph: Αι δαπάναι εξυπηρετήσεως του δημοσίου χρέους ανέρχονται εις Δρ. 315.169.175. Ο κ. Υπουργός προσθέτει ότι το δημόσιον χρέος θα μειωθή δια της αποσβέσεως των δανείων κατά τα επόμενα έτη. [1064, 337, 1318, 405]
bank-ad-ethniki [40, 534, 318, 646]
ministry-title: Ο ΥΠΟΥΡΓΟΣ ΤΩΝ ΣΤΡΑΤΙΩΤΙΚΩΝ [65, 1367, 293, 1382]
lead-body-right [576, 421, 806, 1612]
section-heading-years: 1909, 1912 ΚΑΙ ΕΦΕΣΗΣ [856, 332, 1016, 347]
